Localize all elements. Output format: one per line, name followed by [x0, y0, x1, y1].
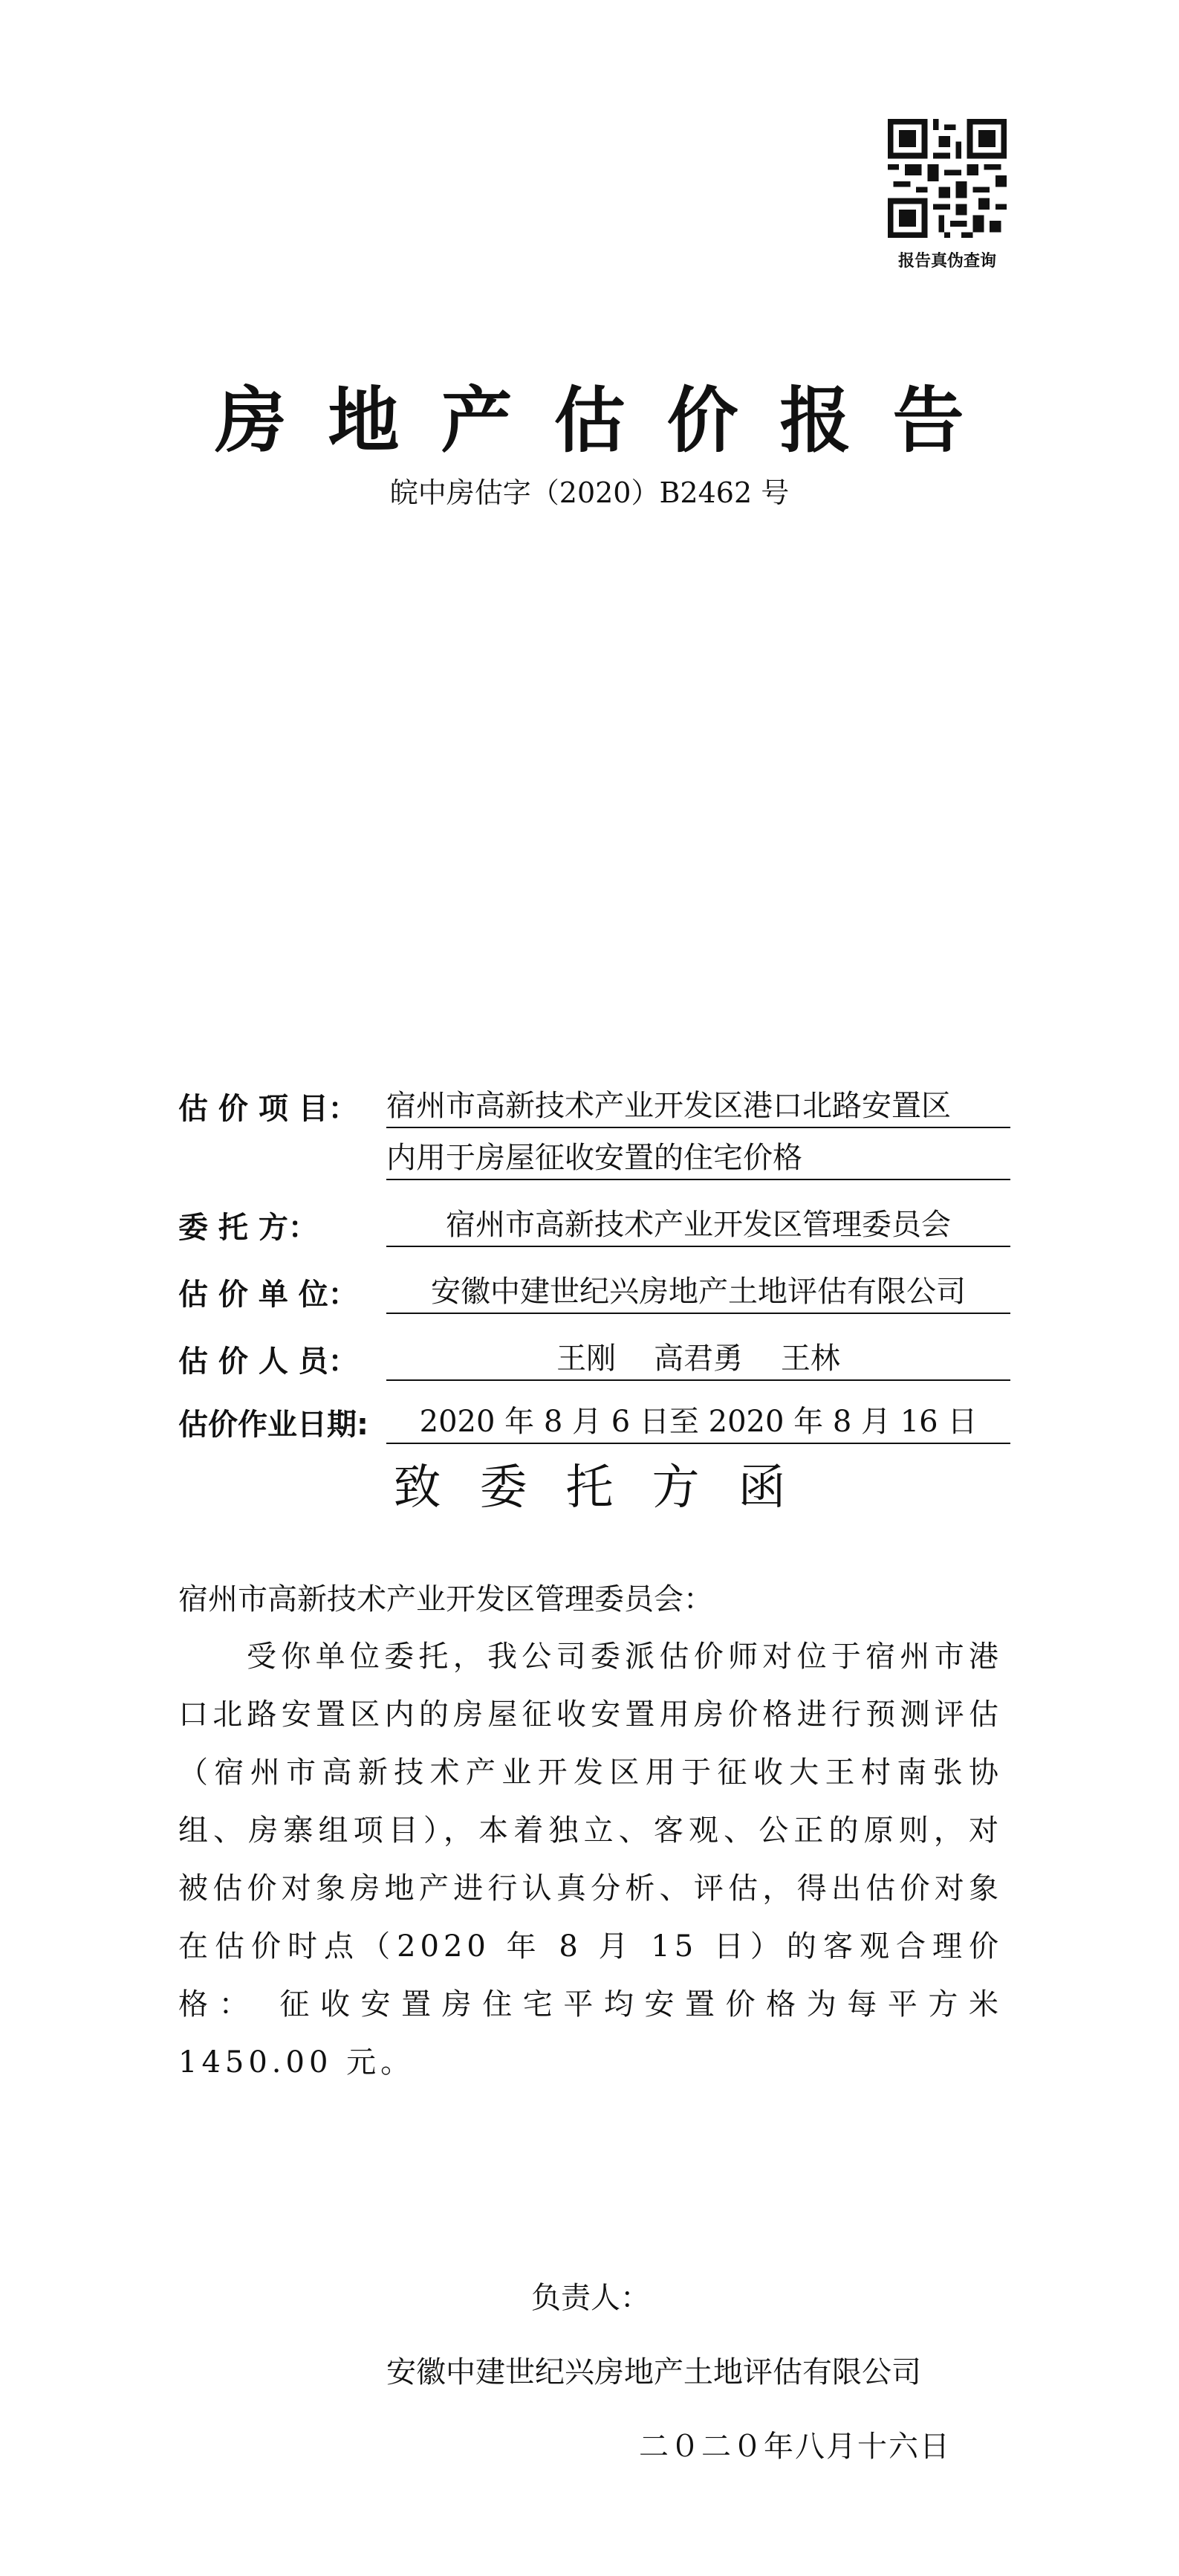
client-value: 宿州市高新技术产业开发区管理委员会	[386, 1204, 1010, 1247]
letter-body: 受你单位委托，我公司委派估价师对位于宿州市港口北路安置区内的房屋征收安置用房价格进行预测评估（宿州市高新技术产业开发区用于征收大王村南张协组、房寨组项目），本着独立、客观、公正的原则，对被估价对象房地产进行认真分析、评估，得出估价对象在估价时点（2020 年 8 月 15 日）的客观合理价格： 征收安置房住宅平均安置价格为每平方米 1450.00 元。	[178, 1640, 1003, 2080]
document-number: 皖中房估字（2020）B2462 号	[389, 476, 790, 509]
info-row-date	[178, 1401, 1010, 1446]
qr-caption: 报告真伪查询	[897, 252, 996, 271]
client-label: 委 托 方：	[178, 1211, 318, 1245]
project-value-line1: 宿州市高新技术产业开发区港口北路安置区	[386, 1085, 1010, 1128]
persons-label: 估 价 人 员：	[178, 1344, 358, 1379]
info-row-project	[178, 1085, 1010, 1130]
project-value-line2: 内用于房屋征收安置的住宅价格	[386, 1137, 1010, 1180]
persons-value: 王刚 高君勇 王林	[386, 1338, 1010, 1381]
signing-date: 二０二０年八月十六日	[639, 2430, 951, 2464]
date-value: 2020 年 8 月 6 日至 2020 年 8 月 16 日	[386, 1401, 1010, 1444]
signing-company: 安徽中建世纪兴房地产土地评估有限公司	[386, 2355, 921, 2389]
info-row-project-cont	[178, 1137, 1010, 1182]
letter-title: 致委托方函	[393, 1460, 825, 1515]
unit-value: 安徽中建世纪兴房地产土地评估有限公司	[386, 1271, 1010, 1314]
unit-label: 估 价 单 位：	[178, 1278, 358, 1312]
info-row-persons	[178, 1338, 1010, 1382]
info-row-client	[178, 1204, 1010, 1249]
project-label: 估 价 项 目：	[178, 1092, 358, 1126]
report-title: 房地产估价报告	[215, 379, 1006, 462]
salutation: 宿州市高新技术产业开发区管理委员会：	[178, 1582, 713, 1617]
info-row-unit	[178, 1271, 1010, 1315]
date-label: 估价作业日期:	[178, 1408, 368, 1442]
responsible-label: 负责人：	[531, 2281, 650, 2315]
qr-code	[888, 119, 1007, 238]
